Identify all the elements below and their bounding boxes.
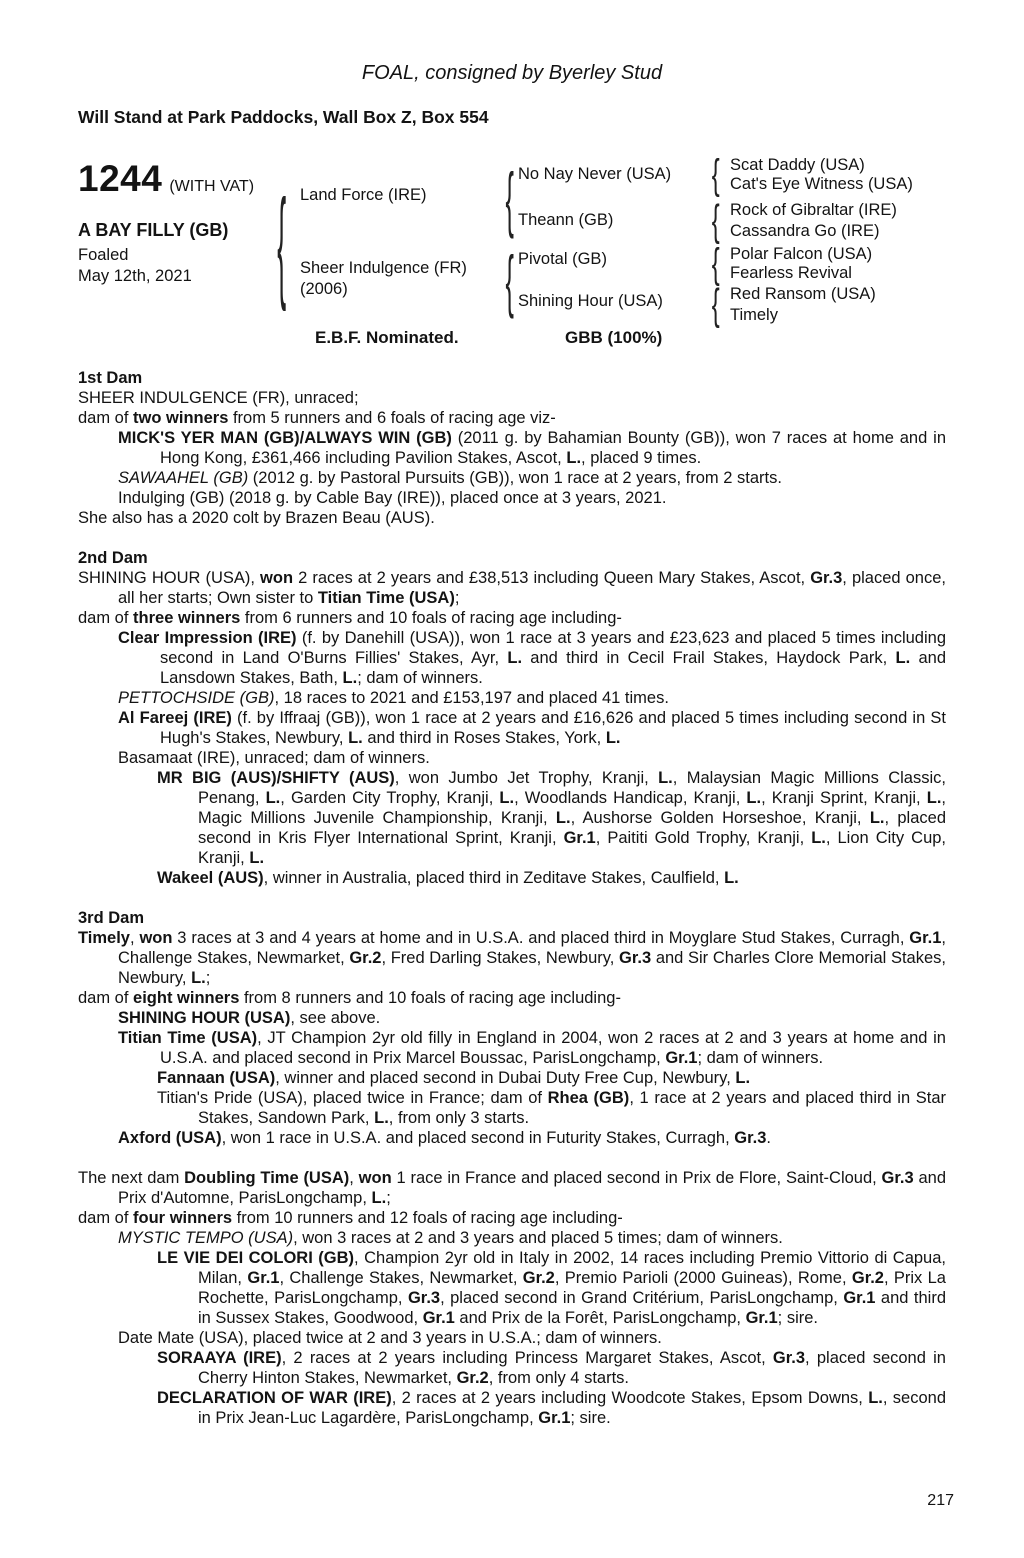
text-run: from 10 runners and 12 foals of racing age including- [232,1209,623,1227]
text-run: and Prix de la Forêt, ParisLongchamp, [454,1309,746,1327]
text-run: three winners [133,609,241,627]
text-run: from 5 runners and 6 foals of racing age viz- [228,409,556,427]
text-run: Fannaan (USA) [157,1069,276,1087]
text-run: Indulging (GB) (2018 g. by Cable Bay (IRE)), placed once at 3 years, 2021. [118,489,667,507]
text-run: , Paititi Gold Trophy, Kranji, [595,829,812,847]
text-run: , placed second in Kris Flyer International Sprint, Kranji, [198,809,946,847]
text-run: Gr.1 [563,829,596,847]
text-run: ; dam of winners. [357,669,483,687]
text-run: SHINING HOUR (USA), [78,569,261,587]
pedigree-paragraph [78,1068,946,1088]
pedigree-paragraph [78,468,946,488]
text-run: Gr.2 [349,949,382,967]
text-run: L. [895,649,911,667]
text-run: and Sir Charles Clore Memorial Stakes, Newbury, [118,949,946,987]
text-run: L. [342,669,358,687]
text-run: and third in Roses Stakes, York, [362,729,606,747]
text-run: L. [658,769,673,787]
text-run: Gr.1 [843,1289,876,1307]
gbb-note: GBB (100%) [565,328,663,347]
pedigree-paragraph [78,1008,946,1028]
text-run: Clear Impression (IRE) [118,629,297,647]
brace-icon: { [277,175,287,312]
pedigree-paragraph [78,688,946,708]
text-run: , Lion City Cup, Kranji, [198,829,947,867]
text-run: L. [374,1109,389,1127]
text-run: , [129,929,140,947]
text-run: and Prix d'Automne, ParisLongchamp, [118,1169,946,1207]
text-run: L. [348,729,363,747]
pedigree-paragraph [78,868,946,888]
foaled-date: May 12th, 2021 [78,267,192,285]
text-run: eight winners [133,989,240,1007]
text-run: , 1 race at 2 years and placed third in Star Stakes, Sandown Park, [198,1089,947,1127]
pedigree-diagram [78,151,946,356]
text-run: Gr.3 [772,1349,806,1367]
text-run: , Kranji Sprint, Kranji, [761,789,927,807]
great-grandsire-name: Scat Daddy (USA) [730,156,865,174]
text-run: dam of [78,609,134,627]
text-run: , from only 4 starts. [488,1369,629,1387]
text-run: two winners [133,409,229,427]
section-heading: 3rd Dam [78,909,145,927]
text-run: won [139,929,173,947]
text-run: , see above. [290,1009,381,1027]
text-run: Titian Time (USA) [118,1029,258,1047]
text-run: ; dam of winners. [697,1049,824,1067]
text-run: L. [605,729,621,747]
text-run: , placed 9 times. [581,449,702,467]
text-run: and third in Sussex Stakes, Goodwood, [198,1289,947,1327]
section-heading: 1st Dam [78,369,143,387]
text-run: L. [499,789,515,807]
pedigree-paragraph [78,508,946,528]
text-run: , won 3 races at 2 and 3 years and placed 5 times; dam of winners. [293,1229,783,1247]
text-run: Gr.1 [247,1269,280,1287]
sire-name: Land Force (IRE) [300,186,427,204]
text-run: MR BIG (AUS)/SHIFTY (AUS) [157,769,395,787]
text-run: , placed once, all her starts; Own sister to [118,569,946,607]
pedigree-paragraph [78,928,946,988]
text-run: , Champion 2yr old in Italy in 2002, 14 races including Premio Vittorio di Capua, Milan, [198,1249,946,1287]
text-run: , Magic Millions Juvenile Championship, Kranji, [198,789,946,827]
pedigree-paragraph [78,1228,946,1248]
great-granddam-name: Timely [730,306,778,324]
text-run: ; sire. [570,1409,611,1427]
lot-number: 1244 [78,158,163,199]
pedigree-paragraph [78,428,946,468]
text-run: SHINING HOUR (USA) [118,1009,291,1027]
pedigree-paragraph [78,1328,946,1348]
text-run: from 8 runners and 10 foals of racing age including- [239,989,621,1007]
pedigree-paragraph [78,748,946,768]
brace-icon: { [712,280,720,329]
page-title: FOAL, consigned by Byerley Stud [361,62,663,84]
dam-sire-name: Pivotal (GB) [518,250,607,268]
sire-sire-name: No Nay Never (USA) [518,165,672,183]
text-run: Timely [78,929,130,947]
great-granddam-name: Cassandra Go (IRE) [730,222,880,240]
text-run: Rhea (GB) [547,1089,630,1107]
text-run: , Fred Darling Stakes, Newbury, [381,949,620,967]
great-grandsire-name: Rock of Gibraltar (IRE) [730,201,897,219]
text-run: , Aushorse Golden Horseshoe, Kranji, [570,809,870,827]
dam-year: (2006) [300,280,348,298]
text-run: , JT Champion 2yr old filly in England in 2004, won 2 races at 2 and 3 years at home and in U.S.A. and placed second in Prix Marcel Boussac, ParisLongchamp, [160,1029,946,1067]
text-run: SHEER INDULGENCE (FR), unraced; [78,389,359,407]
pedigree-paragraph [78,628,946,688]
text-run: Gr.1 [665,1049,698,1067]
text-run: ; [386,1189,391,1207]
great-granddam-name: Cat's Eye Witness (USA) [730,175,913,193]
text-run: , from only 3 starts. [388,1109,530,1127]
text-run: 3 races at 3 and 4 years at home and in U.S.A. and placed third in Moyglare Stud Stakes, Curragh, [172,929,910,947]
vat-note: (WITH VAT) [169,178,255,195]
pedigree-paragraph [78,708,946,748]
pedigree-paragraph [78,568,946,608]
text-run: dam of [78,989,134,1007]
text-run: L. [371,1189,387,1207]
text-run: ; sire. [777,1309,819,1327]
pedigree-paragraph [78,608,946,628]
text-run: SORAAYA (IRE) [157,1349,282,1367]
text-run: Basamaat (IRE), unraced; dam of winners. [118,749,430,767]
text-run: , placed second in Cherry Hinton Stakes, Newmarket, [198,1349,946,1387]
text-run: , Challenge Stakes, Newmarket, [279,1269,523,1287]
text-run: Gr.3 [810,569,843,587]
pedigree-paragraph [78,988,946,1008]
text-run: dam of [78,1209,134,1227]
text-run: Doubling Time (USA) [184,1169,350,1187]
text-run: , won Jumbo Jet Trophy, Kranji, [394,769,659,787]
text-run: MYSTIC TEMPO (USA) [118,1229,294,1247]
text-run: , Prix La Rochette, ParisLongchamp, [198,1269,946,1307]
text-run: and third in Cecil Frail Stakes, Haydock Park, [522,649,896,667]
text-run: L. [735,1069,751,1087]
brace-icon: { [712,151,720,198]
dam-dam-name: Shining Hour (USA) [518,292,663,310]
text-run: L. [811,829,826,847]
text-run: LE VIE DEI COLORI (GB) [157,1249,355,1267]
text-run: , [349,1169,359,1187]
foaled-label: Foaled [78,246,129,264]
text-run: Date Mate (USA), placed twice at 2 and 3 years in U.S.A.; dam of winners. [118,1329,662,1347]
text-run: won [260,569,294,587]
text-run: (2011 g. by Bahamian Bounty (GB)), won 7 races at home and in Hong Kong, £361,466 including Pavilion Stakes, Ascot, [160,429,946,467]
pedigree-paragraph [78,408,946,428]
text-run: , 18 races to 2021 and £153,197 and placed 41 times. [274,689,669,707]
text-run: Gr.3 [407,1289,441,1307]
stand-location: Will Stand at Park Paddocks, Wall Box Z, Box 554 [78,107,489,127]
pedigree-paragraph [78,1208,946,1228]
text-run: Gr.1 [538,1409,571,1427]
pedigree-paragraph [78,1348,946,1388]
text-run: L. [249,849,265,867]
text-run: PETTOCHSIDE (GB) [118,689,275,707]
page-number: 217 [927,1492,954,1509]
text-run: Titian Time (USA) [317,589,455,607]
text-run: (f. by Iffraaj (GB)), won 1 race at 2 years and £16,626 and placed 5 times including second in St Hugh's Stakes, Newbury, [160,709,946,747]
text-run: from 6 runners and 10 foals of racing age including- [240,609,622,627]
brace-icon: { [505,158,515,239]
text-run: L. [507,649,523,667]
text-run: 2 races at 2 years and £38,513 including Queen Mary Stakes, Ascot, [293,569,811,587]
sire-dam-name: Theann (GB) [518,211,614,229]
text-run: . [766,1129,771,1147]
text-run: She also has a 2020 colt by Brazen Beau (AUS). [78,509,435,527]
text-run: Gr.2 [851,1269,884,1287]
text-run: Wakeel (AUS) [157,869,264,887]
lot-header [78,158,254,200]
text-run: , Malaysian Magic Millions Classic, Penang, [198,769,946,807]
text-run: four winners [133,1209,233,1227]
text-run: , 2 races at 2 years including Woodcote Stakes, Epsom Downs, [391,1389,869,1407]
great-granddam-name: Fearless Revival [730,264,852,282]
text-run: , Challenge Stakes, Newmarket, [118,929,946,967]
text-run: Gr.1 [422,1309,455,1327]
text-run: ; [454,589,460,607]
pedigree-paragraph [78,1248,946,1328]
text-run: , won 1 race in U.S.A. and placed second in Futurity Stakes, Curragh, [221,1129,735,1147]
pedigree-paragraph [78,1388,946,1428]
lot-description: A BAY FILLY (GB) [78,220,229,240]
text-run: L. [869,809,885,827]
text-run: , winner and placed second in Dubai Duty Free Cup, Newbury, [275,1069,736,1087]
text-run: , Woodlands Handicap, Kranji, [514,789,747,807]
text-run: Gr.3 [619,949,652,967]
text-run: L. [555,809,571,827]
text-run: L. [724,869,739,887]
text-run: , second in Prix Jean-Luc Lagardère, ParisLongchamp, [198,1389,947,1427]
text-run: Titian's Pride (USA), placed twice in France; dam of [157,1089,548,1107]
text-run: L. [746,789,762,807]
text-run: Gr.3 [734,1129,767,1147]
text-run: , Garden City Trophy, Kranji, [280,789,500,807]
text-run: , winner in Australia, placed third in Zeditave Stakes, Caulfield, [263,869,725,887]
text-run: Gr.2 [522,1269,555,1287]
ebf-nominated-note: E.B.F. Nominated. [315,328,459,347]
text-run: and Lansdown Stakes, Bath, [160,649,946,687]
text-run: L. [265,789,281,807]
text-run: won [358,1169,392,1187]
text-run: Gr.1 [745,1309,778,1327]
text-run: Axford (USA) [118,1129,222,1147]
text-run: (f. by Danehill (USA)), won 1 race at 3 years and £23,623 and placed 5 times including second in Land O'Burns Fillies' Stakes, Ayr, [160,629,947,667]
text-run: L. [926,789,942,807]
pedigree-paragraph [78,1128,946,1148]
great-grandsire-name: Polar Falcon (USA) [730,245,873,263]
text-run: , Premio Parioli (2000 Guineas), Rome, [554,1269,852,1287]
text-run: The next dam [78,1169,185,1187]
text-run: (2012 g. by Pastoral Pursuits (GB)), won 1 race at 2 years, from 2 starts. [248,469,782,487]
pedigree-text [78,368,946,1428]
great-grandsire-name: Red Ransom (USA) [730,285,876,303]
brace-icon: { [712,240,720,287]
text-run: L. [191,969,206,987]
text-run: dam of [78,409,134,427]
text-run: ; [205,969,211,987]
pedigree-paragraph [78,1088,946,1128]
text-run: Gr.1 [909,929,942,947]
brace-icon: { [505,242,515,319]
pedigree-paragraph [78,388,946,408]
pedigree-paragraph [78,768,946,868]
brace-icon: { [712,196,720,245]
text-run: , placed second in Grand Critérium, ParisLongchamp, [440,1289,844,1307]
pedigree-paragraph [78,1028,946,1068]
text-run: SAWAAHEL (GB) [118,469,249,487]
text-run: 1 race in France and placed second in Prix de Flore, Saint-Cloud, [391,1169,882,1187]
pedigree-paragraph [78,488,946,508]
text-run: Gr.2 [456,1369,489,1387]
dam-name: Sheer Indulgence (FR) [300,259,467,277]
text-run: DECLARATION OF WAR (IRE) [157,1389,392,1407]
text-run: , 2 races at 2 years including Princess Margaret Stakes, Ascot, [281,1349,773,1367]
section-heading: 2nd Dam [78,549,148,567]
text-run: L. [566,449,582,467]
pedigree-paragraph [78,1168,946,1208]
text-run: MICK'S YER MAN (GB)/ALWAYS WIN (GB) [118,429,452,447]
text-run: Gr.3 [881,1169,914,1187]
text-run: Al Fareej (IRE) [118,709,232,727]
text-run: L. [868,1389,883,1407]
